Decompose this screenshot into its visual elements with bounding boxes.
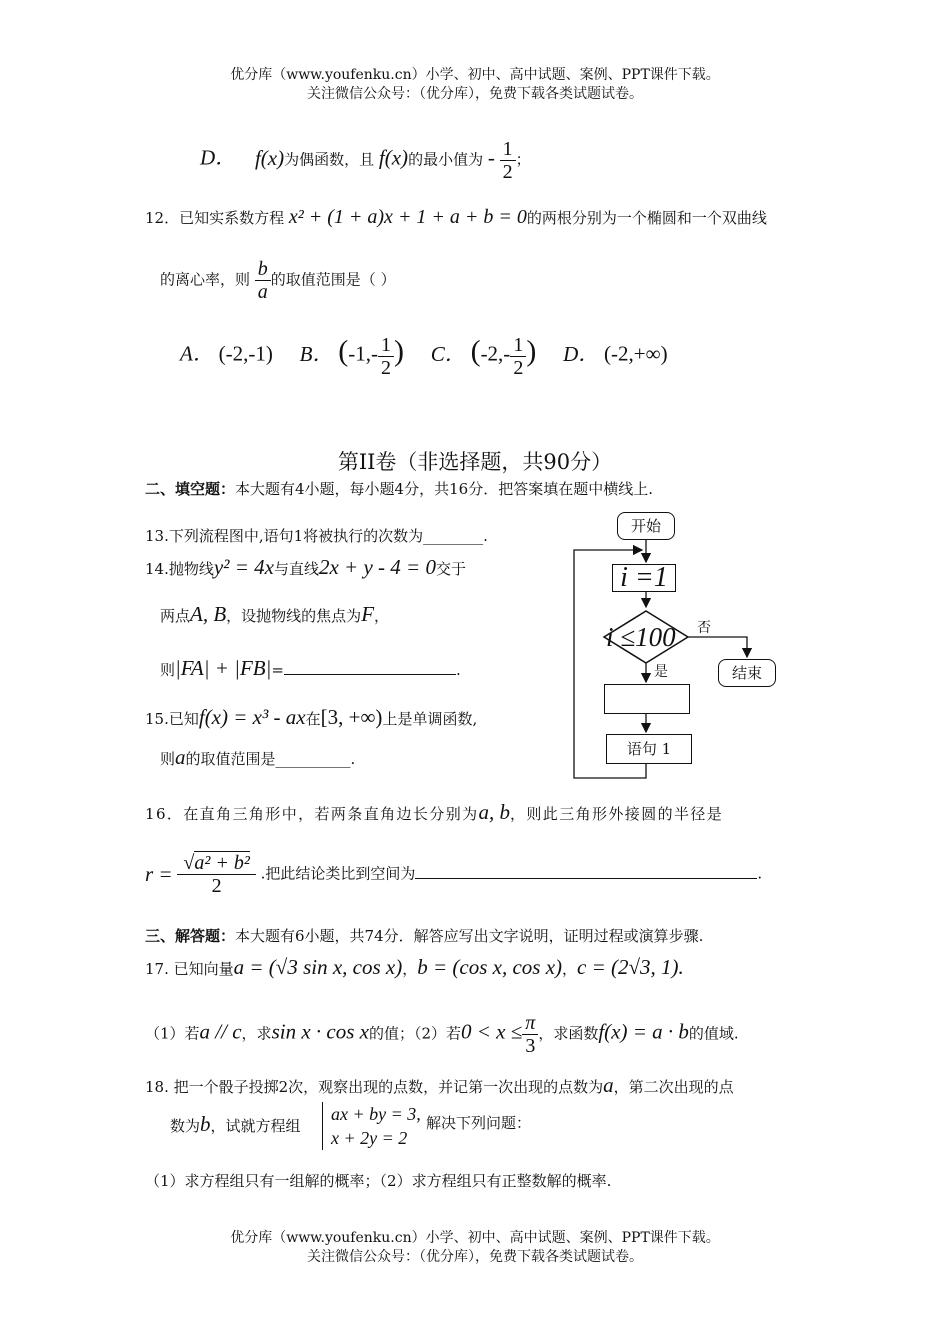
vector-a: a = (√3 sin x, cos x) — [233, 955, 403, 979]
q15-line-2: 则a的取值范围是__________. — [160, 745, 356, 769]
option-b-label: B． — [299, 341, 334, 366]
equation: x² + (1 + a)x + 1 + a + b = 0 — [288, 206, 527, 228]
text: 为偶函数，且 — [284, 150, 375, 169]
option-d-value: (-2,+∞) — [604, 341, 668, 366]
question-number: 12．已知实系数方程 — [145, 209, 285, 227]
text: 的两根分别为一个椭圆和一个双曲线 — [526, 209, 767, 227]
flow-process-box — [604, 684, 690, 714]
flow-end: 结束 — [718, 659, 776, 687]
fill-section-heading: 二、填空题：本大题有4小题，每小题4分，共16分．把答案填在题中横线上. — [145, 480, 653, 498]
flow-statement: 语句 1 — [606, 734, 692, 764]
flow-init: i =1 — [612, 564, 676, 592]
interval: [3, +∞) — [320, 705, 383, 729]
option-a-label: A． — [180, 341, 214, 366]
q14-line-1: 14.抛物线y² = 4x与直线2x + y - 4 = 0交于 — [145, 555, 466, 579]
q17-line-2: （1）若a // c，求sin x · cos x的值；（2）若0 < x ≤ $\frac{\pi}{3}$ ，求函数f(x) = a · b的值域. — [145, 1012, 739, 1057]
equation-system: ax + by = 3, x + 2y = 2 — [322, 1102, 421, 1150]
fraction-radius: $\frac{\text{√a² + b²}}{2}$ — [177, 852, 255, 897]
option-a-value: (-2,-1) — [218, 341, 273, 366]
q16-line-1: 16．在直角三角形中，若两条直角边长分别为a, b，则此三角形外接圆的半径是 — [145, 800, 724, 824]
option-label: D． — [200, 145, 237, 170]
fraction-half: $\frac{1}{2}$ — [500, 138, 516, 183]
equation: y² = 4x — [213, 555, 274, 579]
flow-no-label: 否 — [697, 620, 711, 636]
option-b-value: -1,- — [348, 341, 378, 366]
q18-line-1: 18. 把一个骰子投掷2次，观察出现的点数，并记第一次出现的点数为a，第二次出现的点 — [145, 1073, 734, 1097]
vector-b: b = (cos x, cos x) — [417, 955, 563, 979]
flow-yes-label: 是 — [654, 664, 668, 680]
arrow-no-branch — [688, 637, 747, 657]
text: 的最小值为 — [408, 150, 484, 169]
footer-line-1: 优分库（www.youfenku.cn）小学、初中、高中试题、案例、PPT课件下载。 — [230, 1230, 720, 1246]
fraction-b-over-a: $\frac{b}{a}$ — [255, 258, 271, 303]
text: ； — [515, 150, 531, 169]
option-c-label: C． — [430, 341, 466, 366]
q15-line-1: 15.已知f(x) = x³ - ax在[3, +∞)上是单调函数, — [145, 705, 478, 729]
equation: |FA| + |FB| — [175, 656, 272, 680]
minus-sign: - — [487, 145, 495, 170]
q18-line-2: 数为b，试就方程组 — [170, 1112, 301, 1136]
option-d-label: D． — [563, 341, 600, 366]
option-c-value: -2,- — [480, 341, 511, 366]
solve-section-heading: 三、解答题：本大题有6小题，共74分．解答应写出文字说明，证明过程或演算步骤. — [145, 927, 704, 945]
footer-line-2: 关注微信公众号：（优分库），免费下载各类试题试卷。 — [307, 1249, 643, 1265]
q16-line-2: r = $\frac{\text{√a² + b²}}{2}$ .把此结论类比到空间为 . — [145, 852, 763, 897]
q18-parts: （1）求方程组只有一组解的概率；（2）求方程组只有正整数解的概率. — [145, 1172, 612, 1190]
vector-c: c = (2√3, 1). — [577, 955, 684, 979]
q13: 13.下列流程图中,语句1将被执行的次数为________. — [145, 527, 488, 545]
q18-instruction: 解决下列问题： — [426, 1114, 532, 1132]
q17-line-1: 17. 已知向量a = (√3 sin x, cos x)，b = (cos x, cos x)，c = (2√3, 1). — [145, 955, 684, 979]
equation: 2x + y - 4 = 0 — [318, 555, 436, 579]
flow-start: 开始 — [617, 512, 675, 540]
q14-line-3: 则|FA| + |FB|= . — [160, 656, 461, 680]
header-line-2: 关注微信公众号：（优分库），免费下载各类试题试卷。 — [307, 86, 643, 102]
equation: f(x) = x³ - ax — [198, 705, 306, 729]
text: 的取值范围是（ ） — [270, 270, 396, 289]
math-fx: f(x) — [378, 145, 409, 170]
flow-condition: i ≤100 — [606, 622, 676, 652]
text: 的离心率，则 — [160, 270, 251, 289]
math-fx: f(x) — [254, 145, 285, 170]
q12-options: A． (-2,-1) B． (-1,- $\frac{1}{2}$ ) C． (-2,- $\frac{1}{2}$ ) D． (-2,+∞) — [180, 334, 668, 379]
q14-line-2: 两点A, B，设抛物线的焦点为F， — [160, 602, 390, 626]
header-line-1: 优分库（www.youfenku.cn）小学、初中、高中试题、案例、PPT课件下载。 — [230, 67, 720, 83]
section-2-title: 第II卷（非选择题，共90分） — [337, 450, 613, 474]
